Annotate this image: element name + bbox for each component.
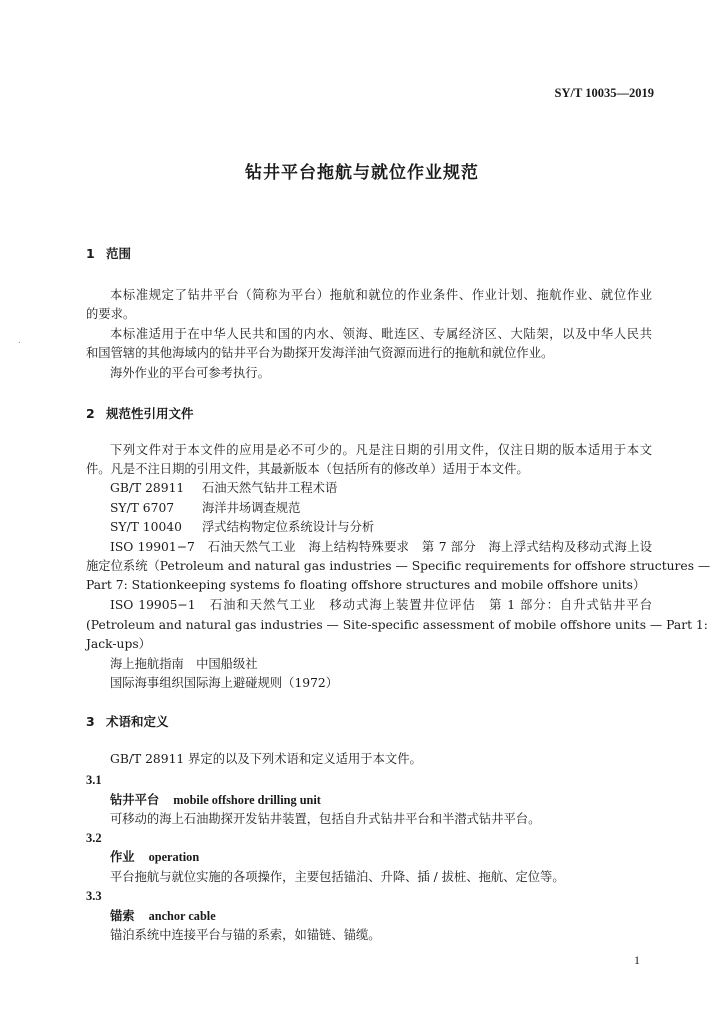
term-en: operation	[148, 850, 200, 864]
reference-code: SY/T 10040	[110, 520, 182, 534]
term-en: mobile offshore drilling unit	[173, 793, 321, 807]
term-zh: 锚索	[110, 909, 135, 923]
reference-line: 施定位系统（Petroleum and natural gas industries — Specific requirements for offshore structures —	[86, 559, 711, 573]
paragraph-line: 本标准规定了钻井平台（简称为平台）拖航和就位的作业条件、作业计划、拖航作业、就位作业	[110, 288, 652, 302]
reference-line: ISO 19901−7 石油天然气工业 海上结构特殊要求 第 7 部分 海上浮式结构及移动式海上设	[110, 540, 652, 554]
section-title: 规范性引用文件	[106, 406, 194, 421]
term-definition: 平台拖航与就位实施的各项操作，主要包括锚泊、升降、插 / 拔桩、拖航、定位等。	[110, 870, 565, 884]
term-definition: 可移动的海上石油勘探开发钻井装置，包括自升式钻井平台和半潜式钻井平台。	[110, 812, 541, 826]
standard-code: SY/T 10035—2019	[554, 86, 654, 100]
reference-line: ISO 19905−1 石油和天然气工业 移动式海上装置井位评估 第 1 部分：自升式钻井平台	[110, 598, 652, 612]
reference-line: (Petroleum and natural gas industries — Site-specific assessment of mobile offshore units — Part 1:	[86, 618, 708, 632]
section-3-heading	[86, 712, 169, 731]
reference-title: 浮式结构物定位系统设计与分析	[202, 520, 375, 534]
term-en: anchor cable	[148, 909, 216, 923]
term-zh: 作业	[110, 850, 135, 864]
term-heading	[110, 791, 321, 810]
reference-item	[110, 518, 374, 537]
section-number: 2	[86, 406, 95, 421]
reference-code: GB/T 28911	[110, 481, 185, 495]
term-heading	[110, 907, 216, 926]
term-number: 3.3	[86, 889, 102, 903]
paragraph-line: GB/T 28911 界定的以及下列术语和定义适用于本文件。	[110, 752, 422, 766]
term-number: 3.2	[86, 831, 102, 845]
reference-item: 海上拖航指南 中国船级社	[110, 657, 258, 671]
section-title: 范围	[106, 246, 132, 261]
section-1-heading	[86, 244, 131, 263]
paragraph-line: 的要求。	[86, 307, 136, 321]
section-number: 3	[86, 714, 95, 729]
section-title: 术语和定义	[106, 714, 169, 729]
term-number: 3.1	[86, 773, 102, 787]
reference-title: 石油天然气钻井工程术语	[202, 481, 338, 495]
term-heading	[110, 848, 199, 867]
margin-mark: .	[18, 336, 21, 346]
document-title: 钻井平台拖航与就位作业规范	[245, 163, 479, 183]
reference-item	[110, 499, 300, 518]
reference-line: Jack-ups）	[86, 637, 151, 651]
section-number: 1	[86, 246, 95, 261]
reference-line: Part 7: Stationkeeping systems fo floating offshore structures and mobile offshore units）	[86, 578, 646, 592]
paragraph-line: 下列文件对于本文件的应用是必不可少的。凡是注日期的引用文件，仅注日期的版本适用于本文	[110, 443, 652, 457]
paragraph-line: 件。凡是不注日期的引用文件，其最新版本（包括所有的修改单）适用于本文件。	[86, 462, 529, 476]
reference-item	[110, 479, 337, 498]
paragraph-line: 海外作业的平台可参考执行。	[110, 366, 270, 380]
term-definition: 锚泊系统中连接平台与锚的系索，如锚链、锚缆。	[110, 928, 381, 942]
reference-code: SY/T 6707	[110, 501, 175, 515]
section-2-heading	[86, 404, 194, 423]
reference-item: 国际海事组织国际海上避碰规则（1972）	[110, 676, 339, 690]
term-zh: 钻井平台	[110, 793, 160, 807]
paragraph-line: 和国管辖的其他海域内的钻井平台为勘探开发海洋油气资源而进行的拖航和就位作业。	[86, 346, 554, 360]
paragraph-line: 本标准适用于在中华人民共和国的内水、领海、毗连区、专属经济区、大陆架，以及中华人民共	[110, 327, 652, 341]
reference-title: 海洋井场调查规范	[202, 501, 301, 515]
page-number: 1	[634, 953, 640, 967]
